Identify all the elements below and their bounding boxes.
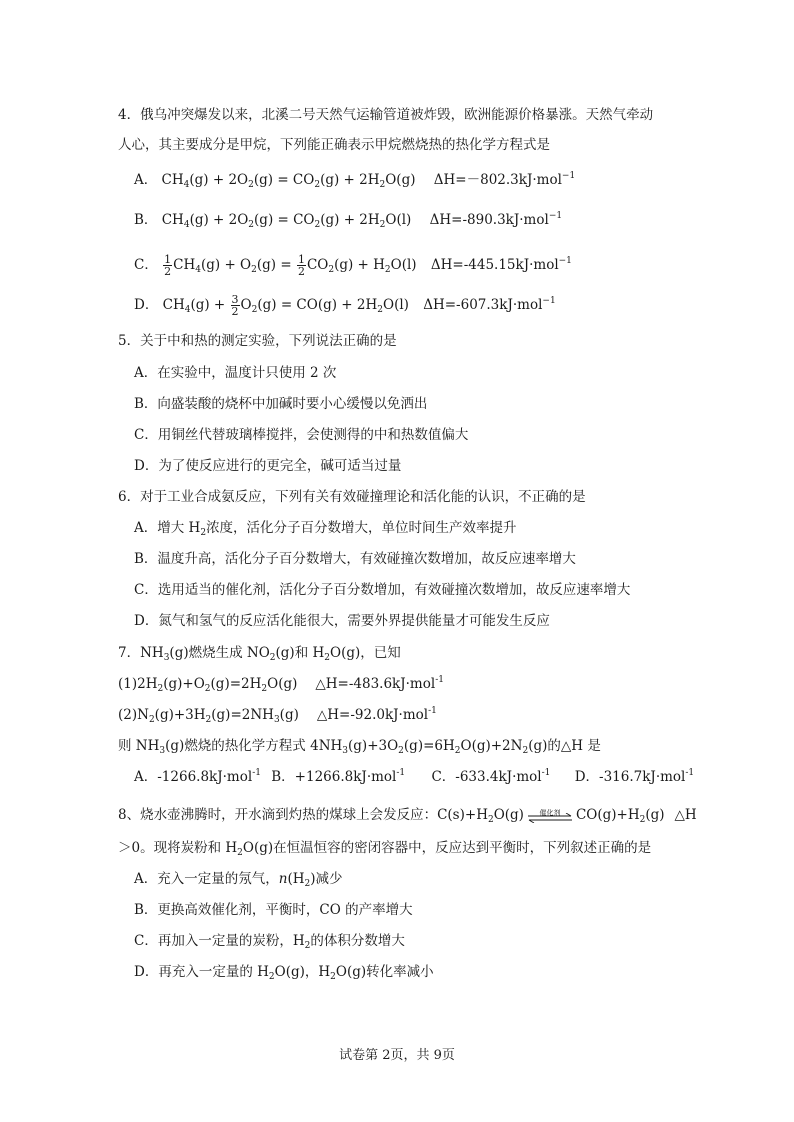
q5-option-a: A．在实验中，温度计只使用 2 次 xyxy=(134,365,337,381)
q5-stem: 5．关于中和热的测定实验，下列说法正确的是 xyxy=(118,333,397,349)
q8-stem-line1: 8、烧水壶沸腾时，开水滴到灼热的煤球上会发反应：$C(s)+H_2O(g)$ 催化剂 $CO(g)+H_2(g)$ △H xyxy=(118,807,697,825)
q7-reaction-2: $(2)N_2(g)+3H_2(g)=2NH_3(g)$ △H=-92.0kJ·mol$^{-1}$ xyxy=(118,706,437,725)
q6-option-a: A．增大 $H_2$浓度，活化分子百分数增大，单位时间生产效率提升 xyxy=(134,520,517,538)
q8-stem-line2: ＞0。现将炭粉和 $H_2O(g)$在恒温恒容的密闭容器中，反应达到平衡时，下列叙述正确的是 xyxy=(118,840,652,858)
q7-option-c: C．-633.4kJ·mol$^{-1}$ xyxy=(431,768,551,785)
q7-question: 则 $NH_3(g)$燃烧的热化学方程式 $4NH_3(g)+3O_2(g)=6H_2O(g)+2N_2(g)$的△H 是 xyxy=(118,738,601,756)
q4-option-b: B． $CH_4(g) + 2O_2(g) = CO_2(g) + 2H_2O(l)$ ΔH=-890.3kJ·mol$^{-1}$ xyxy=(134,211,563,230)
q5-option-c: C．用铜丝代替玻璃棒搅拌，会使测得的中和热数值偏大 xyxy=(134,427,469,443)
q4-a-equation: $CH_4(g) + 2O_2(g) = CO_2(g) + 2H_2O(g)$ xyxy=(161,172,416,190)
q8-option-b: B．更换高效催化剂，平衡时，CO 的产率增大 xyxy=(134,902,413,918)
q7-option-d: D．-316.7kJ·mol$^{-1}$ xyxy=(574,768,695,785)
q7-option-b: B．+1266.8kJ·mol$^{-1}$ xyxy=(271,768,406,785)
q6-option-c: C．选用适当的催化剂，活化分子百分数增加，有效碰撞次数增加，故反应速率增大 xyxy=(134,582,631,598)
q7-options xyxy=(134,767,694,787)
page-footer: 试卷第 2页，共 9页 xyxy=(339,1048,455,1063)
q5-option-b: B．向盛装酸的烧杯中加碱时要小心缓慢以免洒出 xyxy=(134,396,428,412)
q4-c-equation: $\frac{1}{2}$ $CH_4(g) + O_2(g)$ = $\frac{1}{2}$ $CO_2(g) + H_2O(l)$ xyxy=(164,253,417,278)
q8-option-c: C．再加入一定量的炭粉，$H_2$的体积分数增大 xyxy=(134,933,405,951)
q4-stem-line1: 4．俄乌冲突爆发以来，北溪二号天然气运输管道被炸毁，欧洲能源价格暴涨。天然气牵动 xyxy=(118,107,654,123)
q6-stem: 6．对于工业合成氨反应，下列有关有效碰撞理论和活化能的认识，不正确的是 xyxy=(118,489,586,505)
q4-option-d: D． $CH_4(g)$ + $\frac{3}{2}$ $O_2(g) = CO(g) + 2H_2O(l)$ ΔH=-607.3kJ·mol$^{-1}$ xyxy=(134,293,556,318)
q7-stem: 7．$NH_3(g)$燃烧生成 $NO_2(g)$和 $H_2O(g)$，已知 xyxy=(118,645,401,663)
q4-b-equation: $CH_4(g) + 2O_2(g) = CO_2(g) + 2H_2O(l)$ xyxy=(161,212,412,230)
q8-option-a: A．充入一定量的氖气，$n(H_2)$减少 xyxy=(134,871,343,889)
q4-option-a: A． $CH_4(g) + 2O_2(g) = CO_2(g) + 2H_2O(g)$ ΔH=－802.3kJ·mol$^{-1}$ xyxy=(134,171,576,190)
q6-option-d: D．氮气和氢气的反应活化能很大，需要外界提供能量才可能发生反应 xyxy=(134,613,550,629)
q7-reaction-1: $(1)2H_2(g)+O_2(g)=2H_2O(g)$ △H=-483.6kJ·mol$^{-1}$ xyxy=(118,675,444,694)
q7-option-a: A．-1266.8kJ·mol$^{-1}$ xyxy=(134,768,261,785)
q5-option-d: D．为了使反应进行的更完全，碱可适当过量 xyxy=(134,458,402,474)
q4-d-equation: $CH_4(g)$ + $\frac{3}{2}$ $O_2(g) = CO(g) + 2H_2O(l)$ xyxy=(162,293,409,318)
equilibrium-arrow: 催化剂 xyxy=(527,809,573,823)
q4-stem-line2: 人心，其主要成分是甲烷，下列能正确表示甲烷燃烧热的热化学方程式是 xyxy=(118,137,550,153)
q8-option-d: D．再充入一定量的 $H_2O(g)$，$H_2O(g)$转化率减小 xyxy=(134,964,434,982)
q6-option-b: B．温度升高，活化分子百分数增大，有效碰撞次数增加，故反应速率增大 xyxy=(134,551,576,567)
q4-option-c: C． $\frac{1}{2}$ $CH_4(g) + O_2(g)$ = $\frac{1}{2}$ $CO_2(g) + H_2O(l)$ ΔH=-445.15kJ·mol$^{-1}$ xyxy=(134,253,572,278)
